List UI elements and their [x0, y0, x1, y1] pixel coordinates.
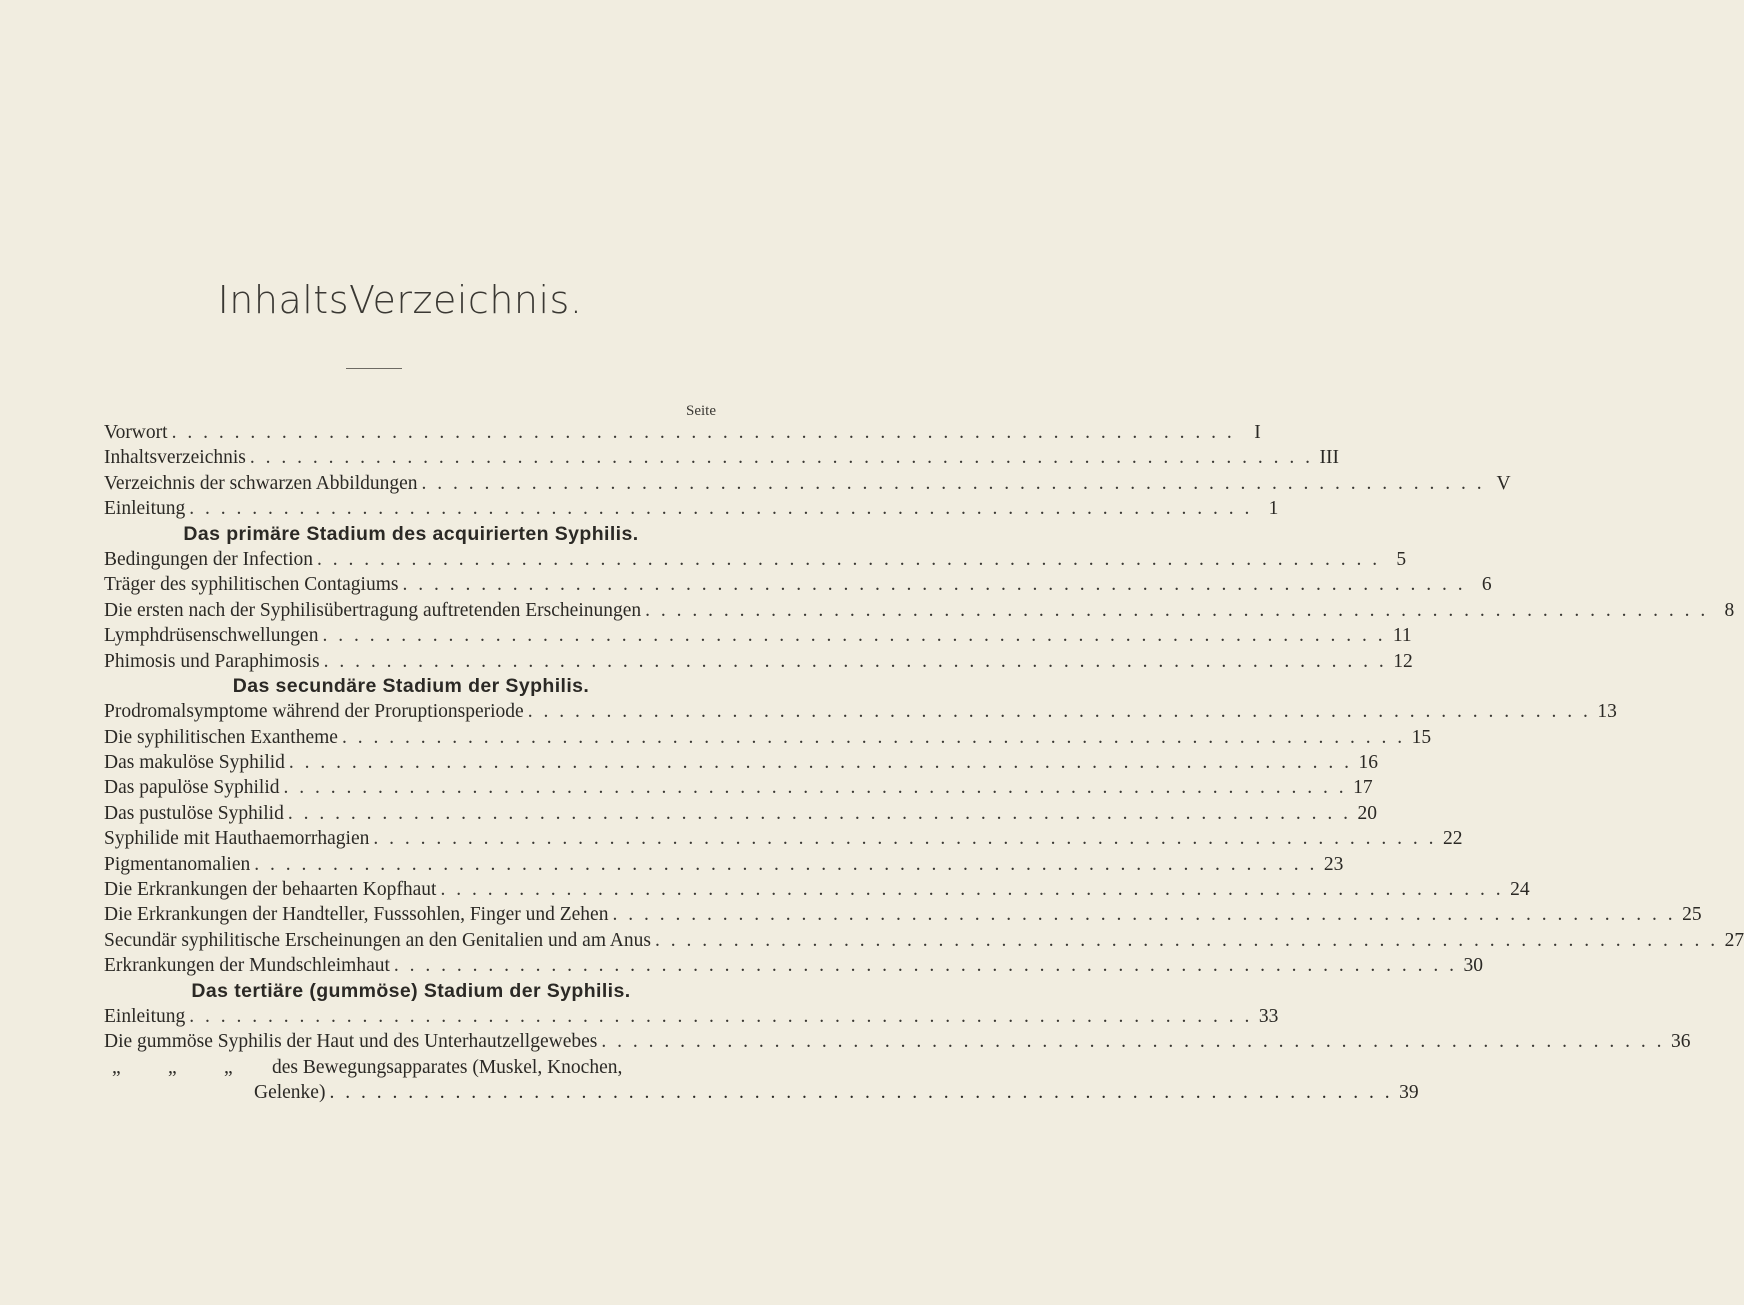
entry-page-number: 1 [1268, 498, 1279, 520]
dot-leader: . . . . . . . . . . . . . . . . . . . . . . . . . . . . . . . . . . . . . . . . . . . . . . . . . . . . . . . . . . . . . . . . . . . . [373, 828, 1437, 850]
dot-leader: . . . . . . . . . . . . . . . . . . . . . . . . . . . . . . . . . . . . . . . . . . . . . . . . . . . . . . . . . . . . . . . . . . . . [402, 574, 1466, 596]
dot-leader: . . . . . . . . . . . . . . . . . . . . . . . . . . . . . . . . . . . . . . . . . . . . . . . . . . . . . . . . . . . . . . . . . . . . [189, 1005, 1253, 1027]
toc-entry [104, 852, 1344, 877]
dot-leader: . . . . . . . . . . . . . . . . . . . . . . . . . . . . . . . . . . . . . . . . . . . . . . . . . . . . . . . . . . . . . . . . . . . . [288, 752, 1353, 774]
section-heading: Das primäre Stadium des acquirierten Syphilis. [183, 522, 639, 545]
dot-leader: . . . . . . . . . . . . . . . . . . . . . . . . . . . . . . . . . . . . . . . . . . . . . . . . . . . . . . . . . . . . . . . . . . . . [317, 548, 1381, 570]
toc-entry [104, 699, 1617, 724]
ditto-mark: „ [224, 1056, 233, 1078]
entry-label: Das papulöse Syphilid [104, 777, 280, 799]
dot-leader: . . . . . . . . . . . . . . . . . . . . . . . . . . . . . . . . . . . . . . . . . . . . . . . . . . . . . . . . . . . . . . . . . . . . [645, 599, 1709, 621]
toc-entry [104, 826, 1463, 851]
page-title: InhaltsVerzeichnis. [217, 278, 583, 322]
entry-page-number: 15 [1411, 726, 1432, 748]
toc-entry [104, 649, 1413, 674]
entry-label: Secundär syphilitische Erscheinungen an den Genitalien und am Anus [104, 929, 651, 951]
entry-page-number: 36 [1670, 1031, 1691, 1053]
entry-label: Einleitung [104, 1005, 186, 1027]
toc-entry [104, 547, 1407, 572]
toc-entry-continuation [104, 1080, 1419, 1105]
section-heading: Das tertiäre (gummöse) Stadium der Syphilis. [191, 979, 631, 1002]
toc-entry [104, 953, 1484, 978]
entry-page-number: 33 [1258, 1005, 1279, 1027]
seite-label: Seite [686, 403, 716, 419]
toc-entry [104, 496, 1279, 521]
entry-label: Lymphdrüsenschwellungen [104, 625, 319, 647]
entry-page-number: 13 [1597, 701, 1617, 723]
entry-label: Das pustulöse Syphilid [104, 802, 284, 824]
entry-label-continuation: Gelenke) [254, 1082, 326, 1104]
entry-page-number: 25 [1682, 904, 1702, 926]
dot-leader: . . . . . . . . . . . . . . . . . . . . . . . . . . . . . . . . . . . . . . . . . . . . . . . . . . . . . . . . . . . . . . . . . . . . [341, 726, 1406, 748]
dot-leader: . . . . . . . . . . . . . . . . . . . . . . . . . . . . . . . . . . . . . . . . . . . . . . . . . . . . . . . . . . . . . . . . . . . . [283, 777, 1347, 799]
dot-leader: . . . . . . . . . . . . . . . . . . . . . . . . . . . . . . . . . . . . . . . . . . . . . . . . . . . . . . . . . . . . . . . . . . . . [171, 422, 1235, 443]
entry-page-number: 24 [1510, 879, 1530, 901]
toc-entry [104, 928, 1744, 953]
toc-entry [104, 725, 1432, 750]
toc-entry [104, 750, 1379, 775]
dot-leader: . . . . . . . . . . . . . . . . . . . . . . . . . . . . . . . . . . . . . . . . . . . . . . . . . . . . . . . . . . . . . . . . . . . . [421, 472, 1485, 494]
entry-page-number: V [1496, 472, 1511, 494]
dot-leader: . . . . . . . . . . . . . . . . . . . . . . . . . . . . . . . . . . . . . . . . . . . . . . . . . . . . . . . . . . . . . . . . . . . . [322, 625, 1386, 647]
entry-page-number: 27 [1724, 929, 1744, 951]
entry-label: Prodromalsymptome während der Proruptionsperiode [104, 701, 524, 723]
toc-entry [104, 877, 1530, 902]
entry-label: Die syphilitischen Exantheme [104, 726, 338, 748]
toc-entry [104, 1029, 1691, 1054]
entry-label: Syphilide mit Hauthaemorrhagien [104, 828, 370, 850]
dot-leader: . . . . . . . . . . . . . . . . . . . . . . . . . . . . . . . . . . . . . . . . . . . . . . . . . . . . . . . . . . . . . . . . . . . . [612, 904, 1676, 926]
entry-page-number: 16 [1358, 752, 1379, 774]
entry-label: Pigmentanomalien [104, 853, 251, 875]
dot-leader: . . . . . . . . . . . . . . . . . . . . . . . . . . . . . . . . . . . . . . . . . . . . . . . . . . . . . . . . . . . . . . . . . . . . [527, 701, 1591, 723]
entry-label: Die ersten nach der Syphilisübertragung auftretenden Erscheinungen [104, 599, 642, 621]
entry-label: Bedingungen der Infection [104, 548, 314, 570]
toc-entry [104, 598, 1735, 623]
dot-leader: . . . . . . . . . . . . . . . . . . . . . . . . . . . . . . . . . . . . . . . . . . . . . . . . . . . . . . . . . . . . . . . . . . . . [329, 1082, 1393, 1104]
dot-leader: . . . . . . . . . . . . . . . . . . . . . . . . . . . . . . . . . . . . . . . . . . . . . . . . . . . . . . . . . . . . . . . . . . . . [654, 929, 1719, 951]
ditto-mark: „ [112, 1056, 121, 1078]
dot-leader: . . . . . . . . . . . . . . . . . . . . . . . . . . . . . . . . . . . . . . . . . . . . . . . . . . . . . . . . . . . . . . . . . . . . [393, 955, 1458, 977]
entry-label: Inhaltsverzeichnis [104, 447, 246, 469]
toc-entry [104, 445, 1339, 470]
toc-entry [104, 420, 1261, 445]
toc-entry [104, 471, 1511, 496]
entry-page-number: 6 [1481, 574, 1492, 596]
dot-leader: . . . . . . . . . . . . . . . . . . . . . . . . . . . . . . . . . . . . . . . . . . . . . . . . . . . . . . . . . . . . . . . . . . . . [249, 447, 1313, 469]
entry-page-number: III [1319, 447, 1339, 469]
entry-label: Das makulöse Syphilid [104, 752, 285, 774]
entry-page-number: 39 [1399, 1082, 1419, 1104]
dot-leader: . . . . . . . . . . . . . . . . . . . . . . . . . . . . . . . . . . . . . . . . . . . . . . . . . . . . . . . . . . . . . . . . . . . . [287, 802, 1351, 824]
entry-page-number: 20 [1357, 802, 1377, 824]
dot-leader: . . . . . . . . . . . . . . . . . . . . . . . . . . . . . . . . . . . . . . . . . . . . . . . . . . . . . . . . . . . . . . . . . . . . [189, 498, 1253, 520]
entry-label: Verzeichnis der schwarzen Abbildungen [104, 472, 418, 494]
entry-label: Träger des syphilitischen Contagiums [104, 574, 399, 596]
title-rule [346, 368, 402, 369]
entry-page-number: 30 [1463, 955, 1484, 977]
entry-page-number: 23 [1323, 853, 1344, 875]
toc-entry [104, 1004, 1279, 1029]
ditto-mark: „ [168, 1056, 177, 1078]
entry-page-number: 22 [1442, 828, 1463, 850]
entry-page-number: 11 [1392, 625, 1412, 647]
entry-label: Erkrankungen der Mundschleimhaut [104, 955, 390, 977]
entry-label: Die Erkrankungen der Handteller, Fusssohlen, Finger und Zehen [104, 904, 609, 926]
entry-label: Die gummöse Syphilis der Haut und des Unterhautzellgewebes [104, 1031, 598, 1053]
toc-entry-ditto [104, 1055, 718, 1080]
entry-label: Die Erkrankungen der behaarten Kopfhaut [104, 879, 437, 901]
entry-page-number: 17 [1353, 777, 1373, 799]
table-of-contents [104, 420, 1744, 1106]
entry-page-number: 5 [1396, 548, 1407, 570]
toc-entry [104, 902, 1702, 927]
dot-leader: . . . . . . . . . . . . . . . . . . . . . . . . . . . . . . . . . . . . . . . . . . . . . . . . . . . . . . . . . . . . . . . . . . . . [323, 650, 1387, 672]
dot-leader: . . . . . . . . . . . . . . . . . . . . . . . . . . . . . . . . . . . . . . . . . . . . . . . . . . . . . . . . . . . . . . . . . . . . [601, 1031, 1665, 1053]
entry-page-number: 8 [1724, 599, 1735, 621]
toc-entry [104, 623, 1412, 648]
entry-page-number: 12 [1393, 650, 1413, 672]
entry-page-number: I [1254, 422, 1261, 443]
toc-entry [104, 801, 1377, 826]
entry-label: des Bewegungsapparates (Muskel, Knochen, [272, 1056, 623, 1078]
section-heading: Das secundäre Stadium der Syphilis. [232, 674, 590, 697]
entry-label: Vorwort [104, 422, 168, 443]
dot-leader: . . . . . . . . . . . . . . . . . . . . . . . . . . . . . . . . . . . . . . . . . . . . . . . . . . . . . . . . . . . . . . . . . . . . [440, 879, 1504, 901]
toc-entry [104, 572, 1492, 597]
entry-label: Phimosis und Paraphimosis [104, 650, 320, 672]
dot-leader: . . . . . . . . . . . . . . . . . . . . . . . . . . . . . . . . . . . . . . . . . . . . . . . . . . . . . . . . . . . . . . . . . . . . [254, 853, 1318, 875]
toc-entry [104, 775, 1373, 800]
entry-label: Einleitung [104, 498, 186, 520]
